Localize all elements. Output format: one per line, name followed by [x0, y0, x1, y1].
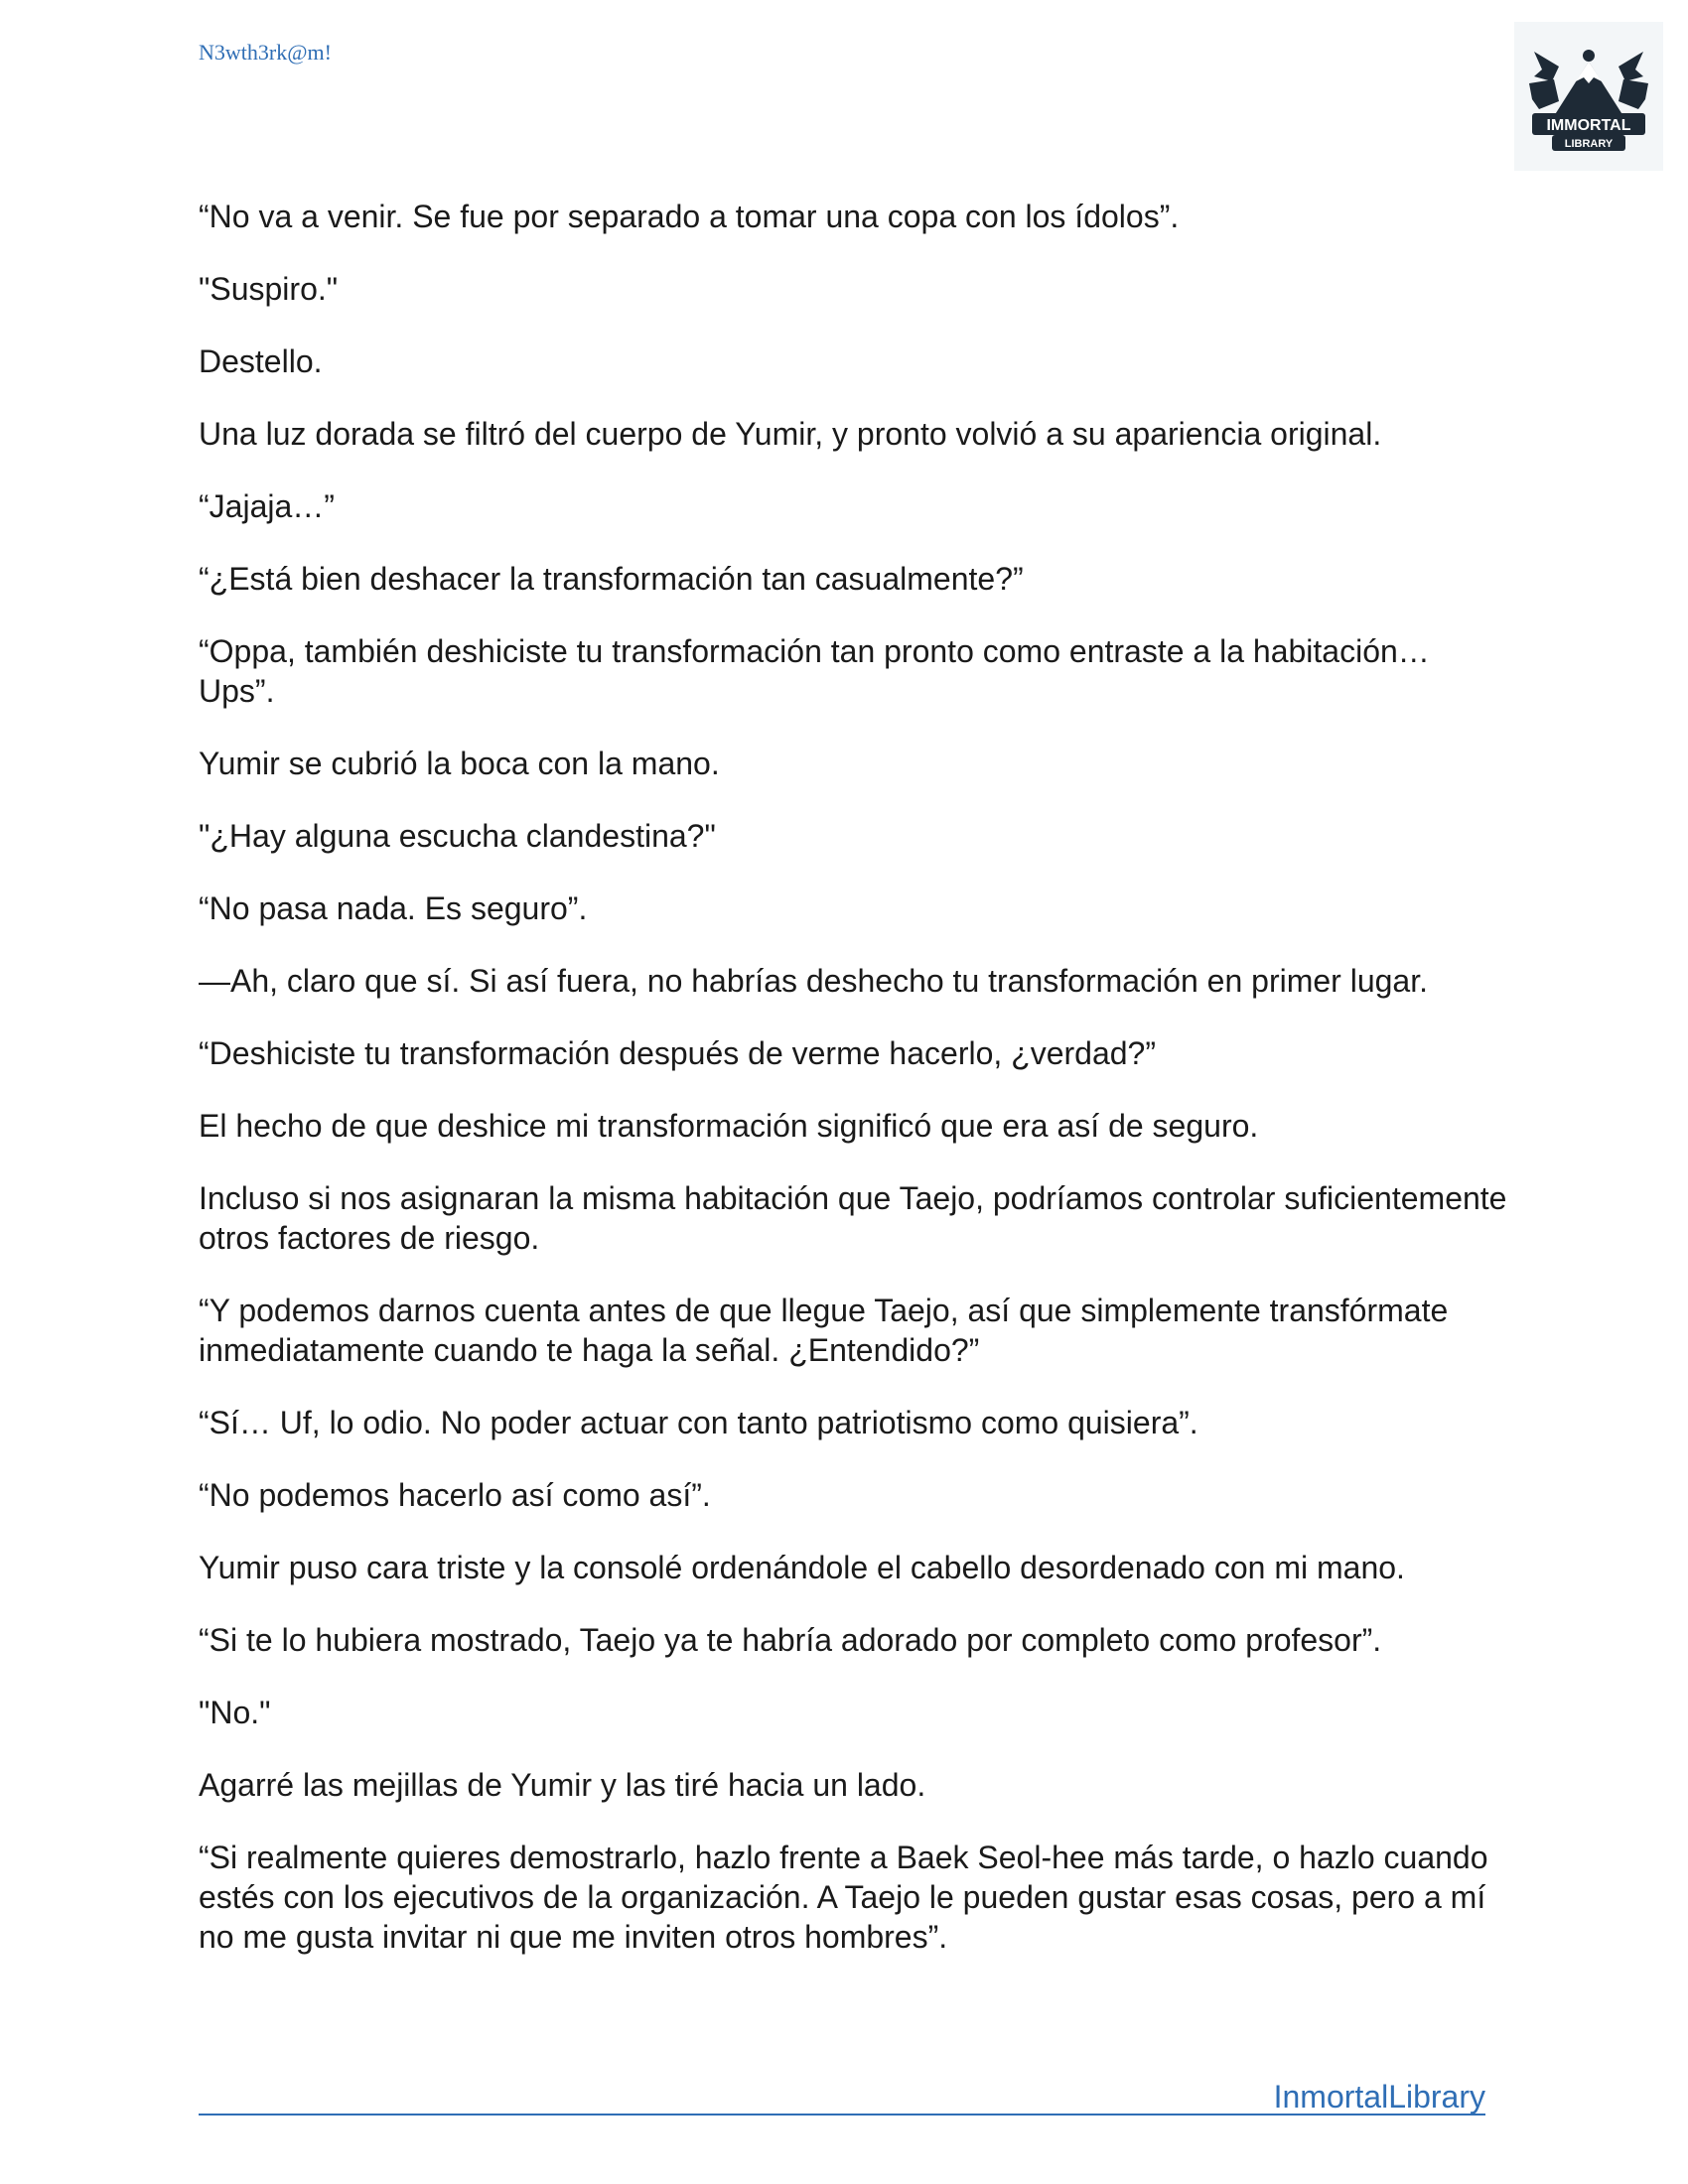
dragon-crest-icon [1514, 22, 1663, 171]
paragraph: "No." [199, 1695, 271, 1730]
paragraph: “¿Está bien deshacer la transformación tan casualmente?” [199, 561, 1024, 597]
paragraph: “Jajaja…” [199, 488, 335, 524]
footer-library-link[interactable]: InmortalLibrary [1273, 2079, 1485, 2115]
chapter-body [199, 197, 1509, 1989]
paragraph: Agarré las mejillas de Yumir y las tiré hacia un lado. [199, 1767, 926, 1803]
paragraph: “No podemos hacerlo así como así”. [199, 1477, 711, 1513]
header-watermark: N3wth3rk@m! [199, 40, 332, 65]
paragraph: El hecho de que deshice mi transformación significó que era así de seguro. [199, 1108, 1259, 1144]
paragraph: Incluso si nos asignaran la misma habitación que Taejo, podríamos controlar suficientemente otros factores de riesgo. [199, 1180, 1507, 1256]
paragraph: —Ah, claro que sí. Si así fuera, no habrías deshecho tu transformación en primer lugar. [199, 963, 1428, 999]
paragraph: “Deshiciste tu transformación después de verme hacerlo, ¿verdad?” [199, 1035, 1156, 1071]
paragraph: “Oppa, también deshiciste tu transformación tan pronto como entraste a la habitación… Ups”. [199, 633, 1430, 709]
logo-text-top: IMMORTAL [1546, 117, 1631, 134]
immortal-library-logo [1514, 22, 1663, 171]
paragraph: "Suspiro." [199, 271, 339, 307]
paragraph: “Si realmente quieres demostrarlo, hazlo frente a Baek Seol-hee más tarde, o hazlo cuando estés con los ejecutivos de la organización. A Taejo le pueden gustar esas cosas, pero a mí no me gusta invitar ni que me inviten otros hombres”. [199, 1840, 1488, 1955]
paragraph: Yumir puso cara triste y la consolé ordenándole el cabello desordenado con mi mano. [199, 1550, 1405, 1585]
paragraph: “Y podemos darnos cuenta antes de que llegue Taejo, así que simplemente transfórmate inmediatamente cuando te haga la señal. ¿Entendido?” [199, 1293, 1449, 1368]
paragraph: “No va a venir. Se fue por separado a tomar una copa con los ídolos”. [199, 199, 1180, 234]
paragraph: Destello. [199, 343, 323, 379]
paragraph: "¿Hay alguna escucha clandestina?" [199, 818, 716, 854]
paragraph: “No pasa nada. Es seguro”. [199, 890, 588, 926]
paragraph: Yumir se cubrió la boca con la mano. [199, 746, 720, 781]
paragraph: “Sí… Uf, lo odio. No poder actuar con tanto patriotismo como quisiera”. [199, 1405, 1198, 1440]
logo-text-bottom: LIBRARY [1564, 138, 1614, 150]
paragraph: Una luz dorada se filtró del cuerpo de Yumir, y pronto volvió a su apariencia original. [199, 416, 1382, 452]
paragraph: “Si te lo hubiera mostrado, Taejo ya te habría adorado por completo como profesor”. [199, 1622, 1382, 1658]
